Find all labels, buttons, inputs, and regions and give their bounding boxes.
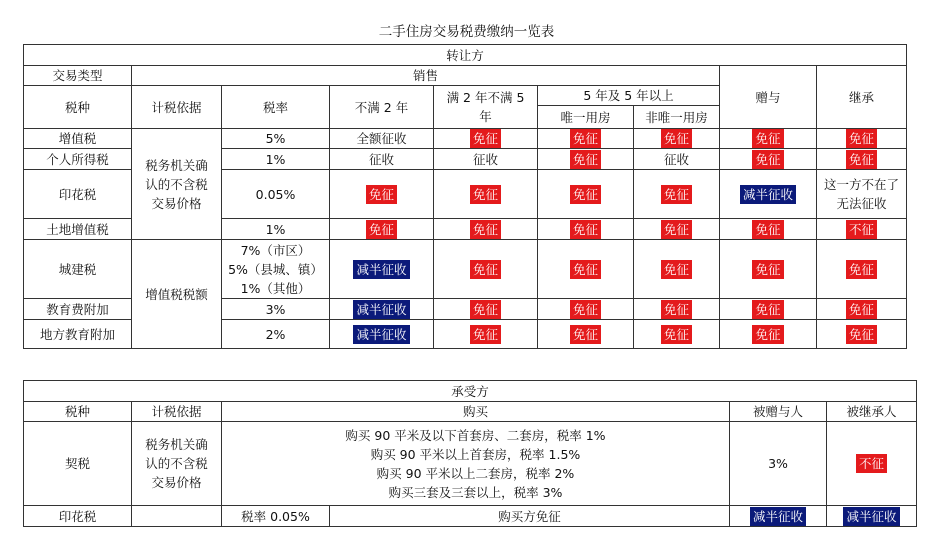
non-only-home-cell (634, 320, 720, 349)
status-badge: 不征 (856, 454, 887, 473)
status-badge: 免征 (570, 185, 601, 204)
stamp-tax-label: 印花税 (24, 506, 132, 527)
under-2-years-header: 不满 2 年 (330, 86, 434, 129)
tax-rate-cell: 3% (222, 299, 330, 320)
2-to-5-years-cell (434, 240, 538, 299)
status-badge: 免征 (570, 300, 601, 319)
tax-type-header: 税种 (24, 402, 132, 422)
gift-cell (720, 299, 817, 320)
tax-type-cell: 增值税 (24, 129, 132, 149)
tax-basis-cell: 税务机关确认的不含税交易价格 (132, 129, 222, 240)
tax-type-cell: 城建税 (24, 240, 132, 299)
tax-type-cell: 地方教育附加 (24, 320, 132, 349)
status-badge: 免征 (752, 260, 783, 279)
gift-cell (720, 320, 817, 349)
deed-tax-rates (222, 422, 730, 506)
status-badge: 不征 (846, 220, 877, 239)
status-badge: 免征 (846, 325, 877, 344)
tax-rate-header: 税率 (222, 86, 330, 129)
under-2-years-cell (330, 240, 434, 299)
only-home-header: 唯一用房 (538, 106, 634, 129)
non-only-home-cell (634, 170, 720, 219)
tax-type-cell: 个人所得税 (24, 149, 132, 170)
under-2-years-cell (330, 219, 434, 240)
status-badge: 免征 (661, 185, 692, 204)
page-title: 二手住房交易税费缴纳一览表 (378, 24, 555, 40)
status-badge: 免征 (661, 325, 692, 344)
status-badge: 免征 (752, 150, 783, 169)
status-badge: 免征 (470, 260, 501, 279)
tax-rate-cell: 0.05% (222, 170, 330, 219)
status-badge: 减半征收 (353, 260, 409, 279)
status-badge: 免征 (570, 260, 601, 279)
tax-type-cell: 印花税 (24, 170, 132, 219)
non-only-home-cell (634, 219, 720, 240)
gift-cell (720, 240, 817, 299)
status-badge: 免征 (366, 220, 397, 239)
tax-type-cell: 教育费附加 (24, 299, 132, 320)
status-badge: 免征 (752, 129, 783, 148)
gift-header: 赠与 (720, 66, 817, 129)
section-header-transferee: 承受方 (24, 381, 917, 402)
non-only-home-cell: 征收 (634, 149, 720, 170)
inherit-recipient-header: 被继承人 (827, 402, 917, 422)
trade-type-label: 交易类型 (24, 66, 132, 86)
inherit-header: 继承 (817, 66, 907, 129)
only-home-cell (538, 129, 634, 149)
inherit-cell (817, 219, 907, 240)
transferee-table (23, 380, 917, 527)
non-only-home-cell (634, 129, 720, 149)
status-badge: 免征 (570, 220, 601, 239)
gift-cell (720, 129, 817, 149)
2-to-5-years-cell (434, 170, 538, 219)
tax-type-header: 税种 (24, 86, 132, 129)
2-to-5-years-cell (434, 129, 538, 149)
2-to-5-years-header: 满 2 年不满 5 年 (434, 86, 538, 129)
status-badge: 减半征收 (353, 325, 409, 344)
status-badge: 免征 (846, 260, 877, 279)
tax-basis-header: 计税依据 (132, 402, 222, 422)
deed-tax-label: 契税 (24, 422, 132, 506)
under-2-years-cell (330, 299, 434, 320)
under-2-years-cell: 征收 (330, 149, 434, 170)
non-only-home-cell (634, 299, 720, 320)
5-years-plus-header: 5 年及 5 年以上 (538, 86, 720, 106)
status-badge: 减半征收 (843, 507, 899, 526)
tax-rate-cell: 7%（市区） 5%（县城、镇） 1%（其他） (222, 240, 330, 299)
status-badge: 免征 (846, 129, 877, 148)
status-badge: 减半征收 (750, 507, 806, 526)
status-badge: 免征 (366, 185, 397, 204)
only-home-cell (538, 240, 634, 299)
under-2-years-cell (330, 170, 434, 219)
inherit-cell (817, 149, 907, 170)
tax-rate-cell: 1% (222, 149, 330, 170)
status-badge: 免征 (470, 325, 501, 344)
status-badge: 免征 (752, 325, 783, 344)
status-badge: 免征 (570, 325, 601, 344)
deed-inherit-cell (827, 422, 917, 506)
status-badge: 免征 (661, 260, 692, 279)
stamp-tax-basis (132, 506, 222, 527)
deed-rate-line: 购买 90 平米及以下首套房、二套房，税率 1% (345, 427, 606, 443)
inherit-cell (817, 129, 907, 149)
status-badge: 免征 (470, 129, 501, 148)
status-badge: 免征 (846, 150, 877, 169)
tax-rate-cell: 5% (222, 129, 330, 149)
deed-gift-rate: 3% (730, 422, 827, 506)
tax-basis-cell: 增值税税额 (132, 240, 222, 349)
non-only-home-cell (634, 240, 720, 299)
gift-cell (720, 170, 817, 219)
stamp-tax-rate: 税率 0.05% (222, 506, 330, 527)
status-badge: 减半征收 (353, 300, 409, 319)
only-home-cell (538, 299, 634, 320)
deed-rate-line: 购买三套及三套以上，税率 3% (388, 484, 563, 500)
status-badge: 免征 (846, 300, 877, 319)
inherit-cell (817, 299, 907, 320)
tax-type-cell: 土地增值税 (24, 219, 132, 240)
status-badge: 免征 (661, 129, 692, 148)
only-home-cell (538, 320, 634, 349)
status-badge: 免征 (470, 185, 501, 204)
inherit-cell (817, 240, 907, 299)
section-header-transferor: 转让方 (24, 45, 907, 66)
non-only-home-header: 非唯一用房 (634, 106, 720, 129)
deed-rate-line: 购买 90 平米以上首套房，税率 1.5% (370, 446, 581, 462)
buy-header: 购买 (222, 402, 730, 422)
status-badge: 减半征收 (740, 185, 796, 204)
status-badge: 免征 (661, 300, 692, 319)
2-to-5-years-cell (434, 219, 538, 240)
status-badge: 免征 (470, 300, 501, 319)
2-to-5-years-cell: 征收 (434, 149, 538, 170)
sale-label: 销售 (132, 66, 720, 86)
status-badge: 免征 (570, 129, 601, 148)
inherit-cell (817, 320, 907, 349)
stamp-buyer-exempt: 购买方免征 (330, 506, 730, 527)
only-home-cell (538, 149, 634, 170)
status-badge: 免征 (570, 150, 601, 169)
2-to-5-years-cell (434, 299, 538, 320)
2-to-5-years-cell (434, 320, 538, 349)
tax-basis-header: 计税依据 (132, 86, 222, 129)
gift-recipient-header: 被赠与人 (730, 402, 827, 422)
deed-rate-line: 购买 90 平米以上二套房，税率 2% (376, 465, 575, 481)
transferor-table (23, 44, 907, 349)
status-badge: 免征 (661, 220, 692, 239)
only-home-cell (538, 170, 634, 219)
under-2-years-cell (330, 320, 434, 349)
gift-cell (720, 149, 817, 170)
inherit-cell: 这一方不在了无法征收 (817, 170, 907, 219)
status-badge: 免征 (752, 300, 783, 319)
under-2-years-cell: 全额征收 (330, 129, 434, 149)
status-badge: 免征 (752, 220, 783, 239)
status-badge: 免征 (470, 220, 501, 239)
deed-tax-basis: 税务机关确认的不含税交易价格 (132, 422, 222, 506)
gift-cell (720, 219, 817, 240)
tax-rate-cell: 1% (222, 219, 330, 240)
stamp-inherit-cell (827, 506, 917, 527)
only-home-cell (538, 219, 634, 240)
tax-rate-cell: 2% (222, 320, 330, 349)
stamp-gift-cell (730, 506, 827, 527)
